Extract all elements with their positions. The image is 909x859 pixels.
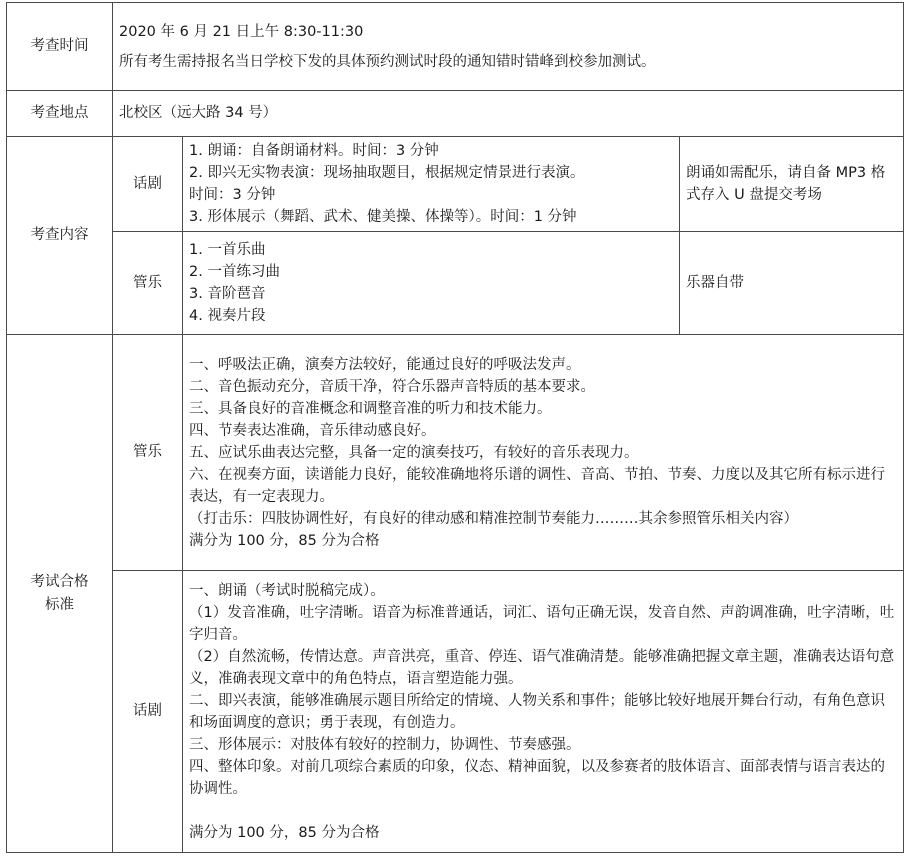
list-item: 1. 一首乐曲 (189, 242, 266, 258)
list-item: 一、呼吸法正确，演奏方法较好，能通过良好的呼吸法发声。 (189, 356, 581, 373)
standard-label-line-1: 考试合格 (30, 574, 89, 590)
exam-place-value: 北校区（远大路 34 号） (113, 91, 904, 137)
exam-time-content (113, 3, 904, 91)
exam-notice: 所有考生需持报名当日学校下发的具体预约测试时段的通知错时错峰到校参加测试。 (119, 53, 656, 70)
list-item: 4. 视奏片段 (189, 308, 266, 324)
list-item: 五、应试乐曲表达完整，具备一定的演奏技巧，有较好的音乐表现力。 (189, 444, 639, 461)
standard-drama-items (183, 571, 904, 853)
list-item: （2）自然流畅，传情达意。声音洪亮，重音、停连、语气准确清楚。能够准确把握文章主题，准确表达语句意义，准确表现文章中的角色特点，语言塑造能力强。 (189, 648, 895, 687)
exam-place-row (7, 91, 904, 137)
list-item: 三、具备良好的音准概念和调整音准的听力和技术能力。 (189, 400, 552, 417)
standard-drama-row (7, 571, 904, 853)
standard-drama-label: 话剧 (113, 571, 183, 853)
list-item: 2. 即兴无实物表演：现场抽取题目，根据规定情景进行表演。 (189, 165, 585, 181)
exam-content-label: 考查内容 (7, 137, 113, 335)
standard-instrument-row (7, 335, 904, 571)
list-item: 四、节奏表达准确，音乐律动感良好。 (189, 422, 436, 439)
standard-instrument-label: 管乐 (113, 335, 183, 571)
content-instrument-note: 乐器自带 (680, 232, 904, 335)
list-item: 六、在视奏方面，读谱能力良好，能较准确地将乐谱的调性、音高、节拍、节奏、力度以及其它所有标示进行表达，有一定表现力。 (189, 466, 885, 505)
list-item: 时间：3 分钟 (189, 187, 276, 203)
list-item: 3. 形体展示（舞蹈、武术、健美操、体操等）。时间：1 分钟 (189, 209, 577, 225)
standard-label (7, 335, 113, 853)
content-drama-row (7, 137, 904, 232)
exam-place-label: 考查地点 (7, 91, 113, 137)
spacer (189, 800, 897, 822)
standard-instrument-items (183, 335, 904, 571)
list-item: 1. 朗诵：自备朗诵材料。时间：3 分钟 (189, 143, 439, 159)
content-instrument-items (183, 232, 680, 335)
content-drama-label: 话剧 (113, 137, 183, 232)
list-item: 2. 一首练习曲 (189, 264, 280, 280)
content-instrument-row (7, 232, 904, 335)
exam-date: 2020 年 6 月 21 日上午 8:30-11:30 (119, 23, 364, 40)
exam-time-label: 考查时间 (7, 3, 113, 91)
list-item: 三、形体展示：对肢体有较好的控制力，协调性、节奏感强。 (189, 736, 581, 753)
list-item: 满分为 100 分，85 分为合格 (189, 532, 380, 549)
list-item: 一、朗诵（考试时脱稿完成）。 (189, 582, 385, 599)
list-item: （打击乐：四肢协调性好，有良好的律动感和精准控制节奏能力………其余参照管乐相关内容） (189, 510, 798, 527)
standard-drama-footer: 满分为 100 分，85 分为合格 (189, 824, 380, 841)
list-item: 3. 音阶琶音 (189, 286, 266, 302)
exam-info-table (6, 2, 904, 853)
content-instrument-label: 管乐 (113, 232, 183, 335)
list-item: 二、音色振动充分，音质干净，符合乐器声音特质的基本要求。 (189, 378, 595, 395)
list-item: 二、即兴表演，能够准确展示题目所给定的情境、人物关系和事件；能够比较好地展开舞台行动，有角色意识和场面调度的意识；勇于表现，有创造力。 (189, 692, 885, 731)
standard-label-line-2: 标准 (45, 596, 74, 613)
exam-time-row (7, 3, 904, 91)
list-item: （1）发音准确，吐字清晰。语音为标准普通话，词汇、语句正确无误，发音自然、声韵调准确，吐字清晰，吐字归音。 (189, 604, 895, 643)
list-item: 四、整体印象。对前几项综合素质的印象，仪态、精神面貌，以及参赛者的肢体语言、面部表情与语言表达的协调性。 (189, 758, 885, 797)
content-drama-note: 朗诵如需配乐，请自备 MP3 格式存入 U 盘提交考场 (680, 137, 904, 232)
content-drama-items (183, 137, 680, 232)
